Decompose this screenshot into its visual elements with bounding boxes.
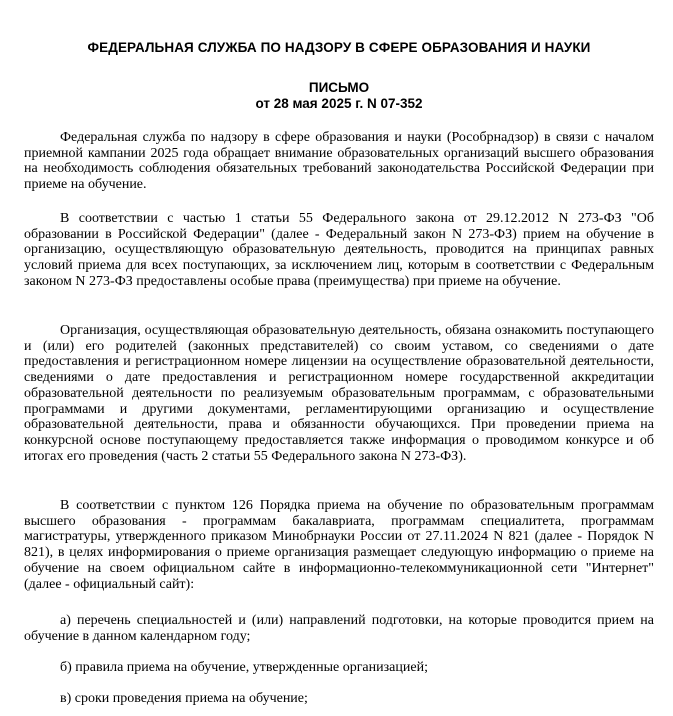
paragraph-equal-conditions: В соответствии с частью 1 статьи 55 Федерального закона от 29.12.2012 N 273-ФЗ "Об образовании в Российской Федерации" (далее - Федеральный закон N 273-ФЗ) прием на обучение в организацию, осуществляющую образовательную деятельность, проводится на принципах равных условий приема для всех поступающих, за исключением лиц, которым в соответствии с Федеральным законом N 273-ФЗ предоставлены особые права (преимущества) при приеме на обучение. — [24, 211, 654, 289]
document-type-heading: ПИСЬМО — [308, 80, 370, 95]
paragraph-information-posting: В соответствии с пунктом 126 Порядка приема на обучение по образовательным программам высшего образования - программам бакалавриата, программам специалитета, программам магистратуры, утвержденного приказом Минобрнауки России от 27.11.2024 N 821 (далее - Порядок N 821), в целях информирования о приеме организация размещает следующую информацию о приеме на обучение на своем официальном сайте в информационно-телекоммуникационной сети "Интернет" (далее - официальный сайт): — [24, 498, 654, 592]
document-date-heading: от 28 мая 2025 г. N 07-352 — [255, 96, 423, 111]
list-item-a: а) перечень специальностей и (или) направлений подготовки, на которые проводится прием на обучение в данном календарном году; — [24, 613, 654, 644]
paragraph-intro: Федеральная служба по надзору в сфере образования и науки (Рособрнадзор) в связи с началом приемной кампании 2025 года обращает внимание образовательных организаций высшего образования на необходимость соблюдения обязательных требований законодательства Российской Федерации при приеме на обучение. — [24, 130, 654, 193]
list-item-b: б) правила приема на обучение, утвержденные организацией; — [60, 660, 428, 675]
list-item-c: в) сроки проведения приема на обучение; — [60, 691, 308, 706]
organization-heading: ФЕДЕРАЛЬНАЯ СЛУЖБА ПО НАДЗОРУ В СФЕРЕ ОБРАЗОВАНИЯ И НАУКИ — [87, 40, 591, 55]
paragraph-familiarization: Организация, осуществляющая образовательную деятельность, обязана ознакомить поступающего и (или) его родителей (законных представителей) со своим уставом, со сведениями о дате предоставления и регистрационном номере лицензии на осуществление образовательной деятельности, сведениями о дате предоставления и регистрационном номере государственной аккредитации образовательной деятельности по реализуемым образовательным программам, с образовательными программами и другими документами, регламентирующими организацию и осуществление образовательной деятельности, права и обязанности обучающихся. При проведении приема на конкурсной основе поступающему предоставляется также информация о проводимом конкурсе и об итогах его проведения (часть 2 статьи 55 Федерального закона N 273-ФЗ). — [24, 323, 654, 464]
